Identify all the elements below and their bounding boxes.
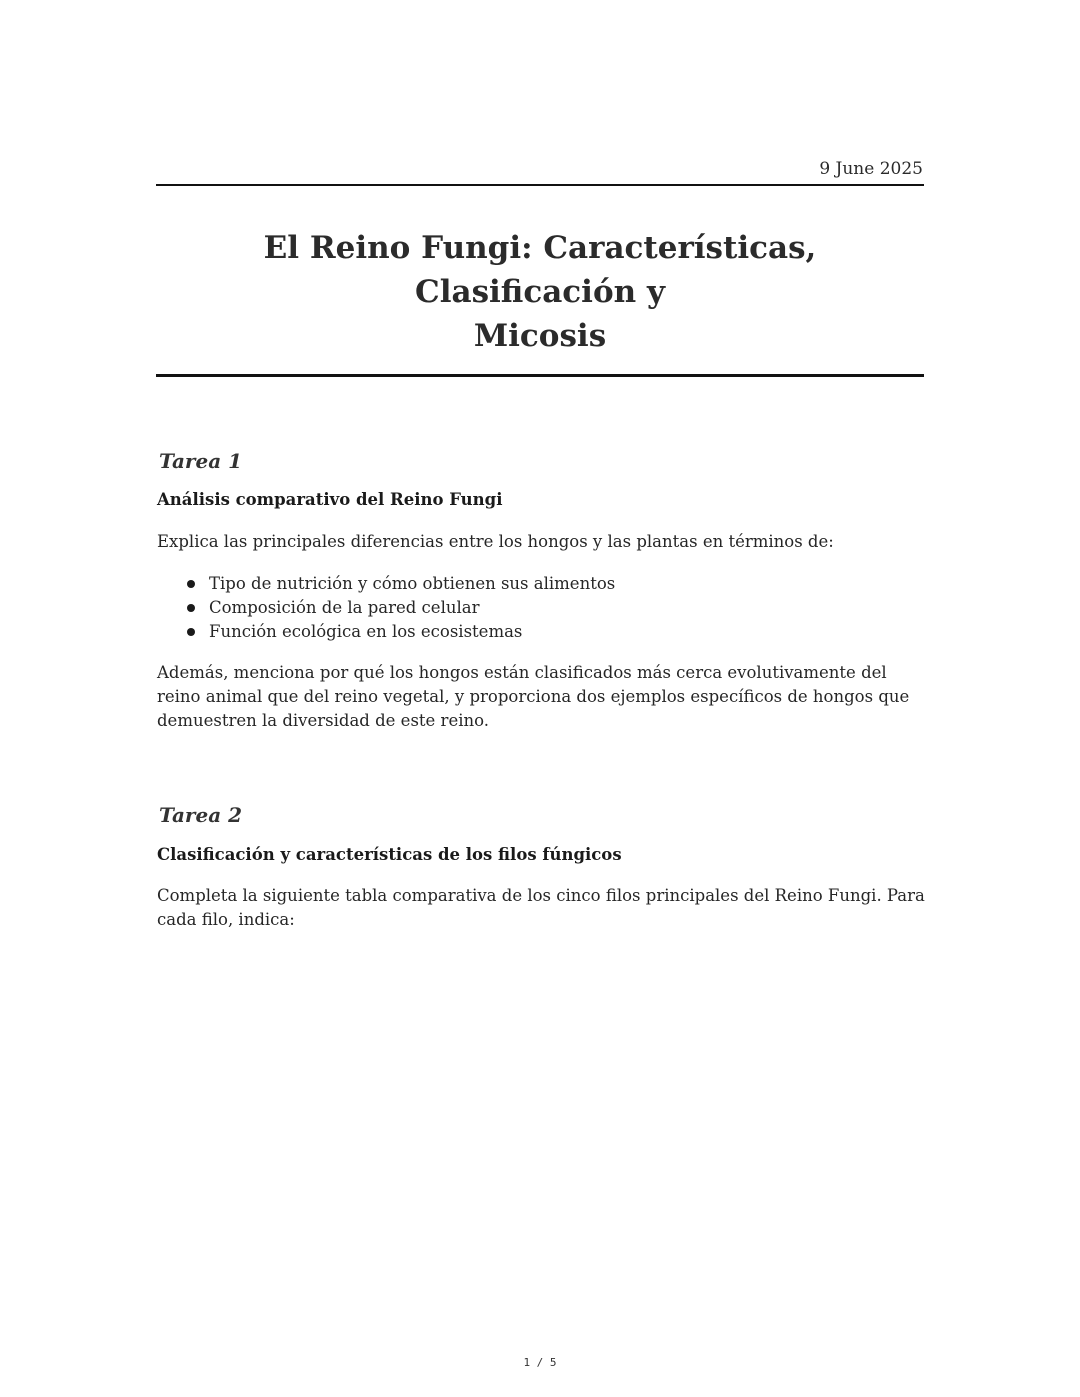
task-1-subheading: Análisis comparativo del Reino Fungi <box>157 490 503 509</box>
document-date: 9 June 2025 <box>819 159 923 179</box>
task-1-closing-line-3: demuestren la diversidad de este reino. <box>157 711 489 730</box>
title-divider <box>156 374 924 377</box>
bullet-icon <box>187 604 195 612</box>
bullet-icon <box>187 628 195 636</box>
task-2-heading: Tarea 2 <box>159 803 243 827</box>
list-item <box>157 620 615 644</box>
list-item-text: Composición de la pared celular <box>209 598 480 617</box>
title-line-2: Micosis <box>473 318 607 354</box>
header-divider <box>156 184 924 186</box>
task-1-closing-line-1: Además, menciona por qué los hongos están clasificados más cerca evolutivamente del <box>157 663 887 682</box>
document-title <box>156 226 924 358</box>
page-number: 1 / 5 <box>523 1356 557 1369</box>
list-item-text: Función ecológica en los ecosistemas <box>209 622 523 641</box>
task-1-closing-paragraph <box>157 661 927 733</box>
task-1-intro: Explica las principales diferencias entre los hongos y las plantas en términos de: <box>157 532 834 551</box>
list-item <box>157 596 615 620</box>
task-2-intro-line-1: Completa la siguiente tabla comparativa de los cinco filos principales del Reino Fungi. Para <box>157 886 925 905</box>
task-1-closing-line-2: reino animal que del reino vegetal, y proporciona dos ejemplos específicos de hongos que <box>157 687 910 706</box>
title-line-1: El Reino Fungi: Características, Clasificación y <box>263 230 817 310</box>
bullet-icon <box>187 580 195 588</box>
task-1-bullet-list <box>157 572 615 644</box>
list-item-text: Tipo de nutrición y cómo obtienen sus alimentos <box>209 574 616 593</box>
task-1-heading: Tarea 1 <box>159 449 243 473</box>
list-item <box>157 572 615 596</box>
task-2-intro-line-2: cada filo, indica: <box>157 910 295 929</box>
task-2-intro <box>157 884 927 932</box>
task-2-subheading: Clasificación y características de los filos fúngicos <box>157 845 622 864</box>
